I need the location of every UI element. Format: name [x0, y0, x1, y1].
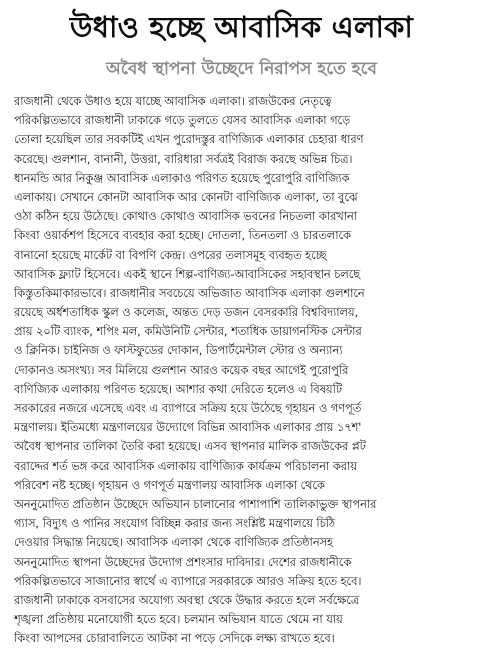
body-line: বাণিজ্যিক এলাকায় পরিণত হয়েছে। আশার কথা দেরিতে হলেও এ বিষয়টি [14, 382, 342, 396]
body-line: বানানো হয়েছে মার্কেট বা বিপণি কেন্দ্র। ওপরের তলাসমূহ ব্যবহৃত হচ্ছে [14, 248, 327, 262]
body-line: অবৈধ স্থাপনার তালিকা তৈরি করা হয়েছে। এসব স্থাপনার মালিক রাজউকের প্লট [14, 440, 366, 454]
body-line: ও ক্লিনিক। চাইনিজ ও ফাস্টফুডের দোকান, ডিপার্টমেন্টাল স্টোর ও অন্যান্য [14, 344, 343, 358]
body-line: অননুমোদিত স্থাপনা উচ্ছেদের উদ্যোগ প্রশংসার দাবিদার। দেশের রাজধানীকে [14, 555, 352, 569]
body-line: পরিকল্পিতভাবে সাজানোর স্বার্থে এ ব্যাপারে সরকারকে আরও সক্রিয় হতে হবে। [14, 574, 362, 588]
body-line: দোকানও অসংখ্য। সব মিলিয়ে গুলশান আরও কয়েক বছর আগেই পুরোপুরি [14, 363, 349, 377]
body-line: করেছে। গুলশান, বানানী, উত্তরা, বারিধারা সর্বত্রই বিরাজ করছে অভিন্ন চিত্র। [14, 152, 353, 166]
body-line: সরকারের নজরে এসেছে এবং এ ব্যাপারে সক্রিয় হয়ে উঠেছে গৃহায়ন ও গণপূর্ত [14, 402, 362, 415]
headline: উধাও হচ্ছে আবাসিক এলাকা [69, 10, 414, 44]
body-line: কিস্তুতকিমাকারভাবে। রাজধানীর সবচেয়ে অভিজাত আবাসিক এলাকা গুলশানে [14, 286, 365, 300]
body-line: অননুমোদিত প্রতিষ্ঠান উচ্ছেদে অভিযান চালানোর পাশাপাশি তালিকাভুক্ত স্থাপনার [14, 497, 377, 511]
body-line: রাজধানী থেকে উধাও হয়ে যাচ্ছে আবাসিক এলাকা। রাজউকের নেতৃত্বে [14, 95, 332, 108]
body-line: দেওয়ার সিদ্ধান্ত নিয়েছে। আবাসিক এলাকা থেকে বাণিজ্যিক প্রতিষ্ঠানসহ [14, 536, 333, 550]
body-line: তোলা হয়েছিল তার সবকটিই এখন পুরোদস্তুর বাণিজ্যিক এলাকার চেহারা ধারণ [14, 133, 364, 147]
body-line: এলাকায়। সেখানে কোনটা আবাসিক আর কোনটা বাণিজ্যিক এলাকা, তা বুঝে [14, 190, 358, 204]
article-body [14, 92, 469, 648]
body-line: রয়েছে অর্ধশতাধিক স্কুল ও কলেজ, অন্তত দেড় ডজন বেসরকারি বিশ্ববিদ্যালয়, [14, 306, 359, 320]
body-line: কিংবা ওয়ার্কশপ হিসেবে ব্যবহার করা হচ্ছে। দোতলা, তিনতলা ও চারতলাকে [14, 229, 351, 243]
body-line: পরিকল্পিতভাবে রাজধানী ঢাকাকে গড়ে তুলতে যেসব আবাসিক এলাকা গড়ে [14, 114, 351, 128]
body-line: কিংবা আপসের চোরাবালিতে আটকা না পড়ে সেদিকে লক্ষ্য রাখতে হবে। [14, 632, 335, 646]
body-line: শৃঙ্খলা প্রতিষ্ঠায় মনোযোগী হতে হবে। চলমান অভিযান যাতে থেমে না যায় [14, 613, 343, 627]
body-line: পরিবেশ নষ্ট হচ্ছে। গৃহায়ন ও গণপূর্ত মন্ত্রণালয় আবাসিক এলাকা থেকে [14, 478, 325, 492]
body-line: প্রায় ২০টি ব্যাংক, শপিং মল, কমিউনিটি সেন্টার, শতাধিক ডায়াগনস্টিক সেন্টার [14, 325, 362, 339]
body-line: ধানমন্ডি আর নিকুঞ্জ আবাসিক এলাকাও পরিণত হয়েছে পুরোপুরি বাণিজ্যিক [14, 171, 350, 185]
body-line: গ্যাস, বিদ্যুৎ ও পানির সংযোগ বিচ্ছিন্ন করার জন্য সংশ্লিষ্ট মন্ত্রণালয়ে চিঠি [14, 517, 335, 531]
body-line: রাজধানী ঢাকাকে বসবাসের অযোগ্য অবস্থা থেকে উদ্ধার করতে হলে সর্বক্ষেত্রে [14, 593, 360, 607]
body-line: বরাদ্দের শর্ত ভঙ্গ করে আবাসিক এলাকায় বাণিজ্যিক কার্যক্রম পরিচালনা করায় [14, 459, 357, 473]
body-line: ওঠা কঠিন হয়ে উঠেছে। কোথাও কোথাও আবাসিক ভবনের নিচতলা কারখানা [14, 210, 358, 224]
body-line: মন্ত্রণালয়। ইতিমধ্যে মন্ত্রণালয়ের উদ্যোগে বিভিন্ন আবাসিক এলাকার প্রায় ১৭শ' [14, 421, 362, 435]
body-line: আবাসিক ফ্ল্যাট হিসেবে। একই স্থানে শিল্প-বাণিজ্য-আবাসিকের সহাবস্থান চলছে [14, 267, 361, 281]
subheadline: অবৈধ স্থাপনা উচ্ছেদে নিরাপস হতে হবে [106, 59, 377, 79]
